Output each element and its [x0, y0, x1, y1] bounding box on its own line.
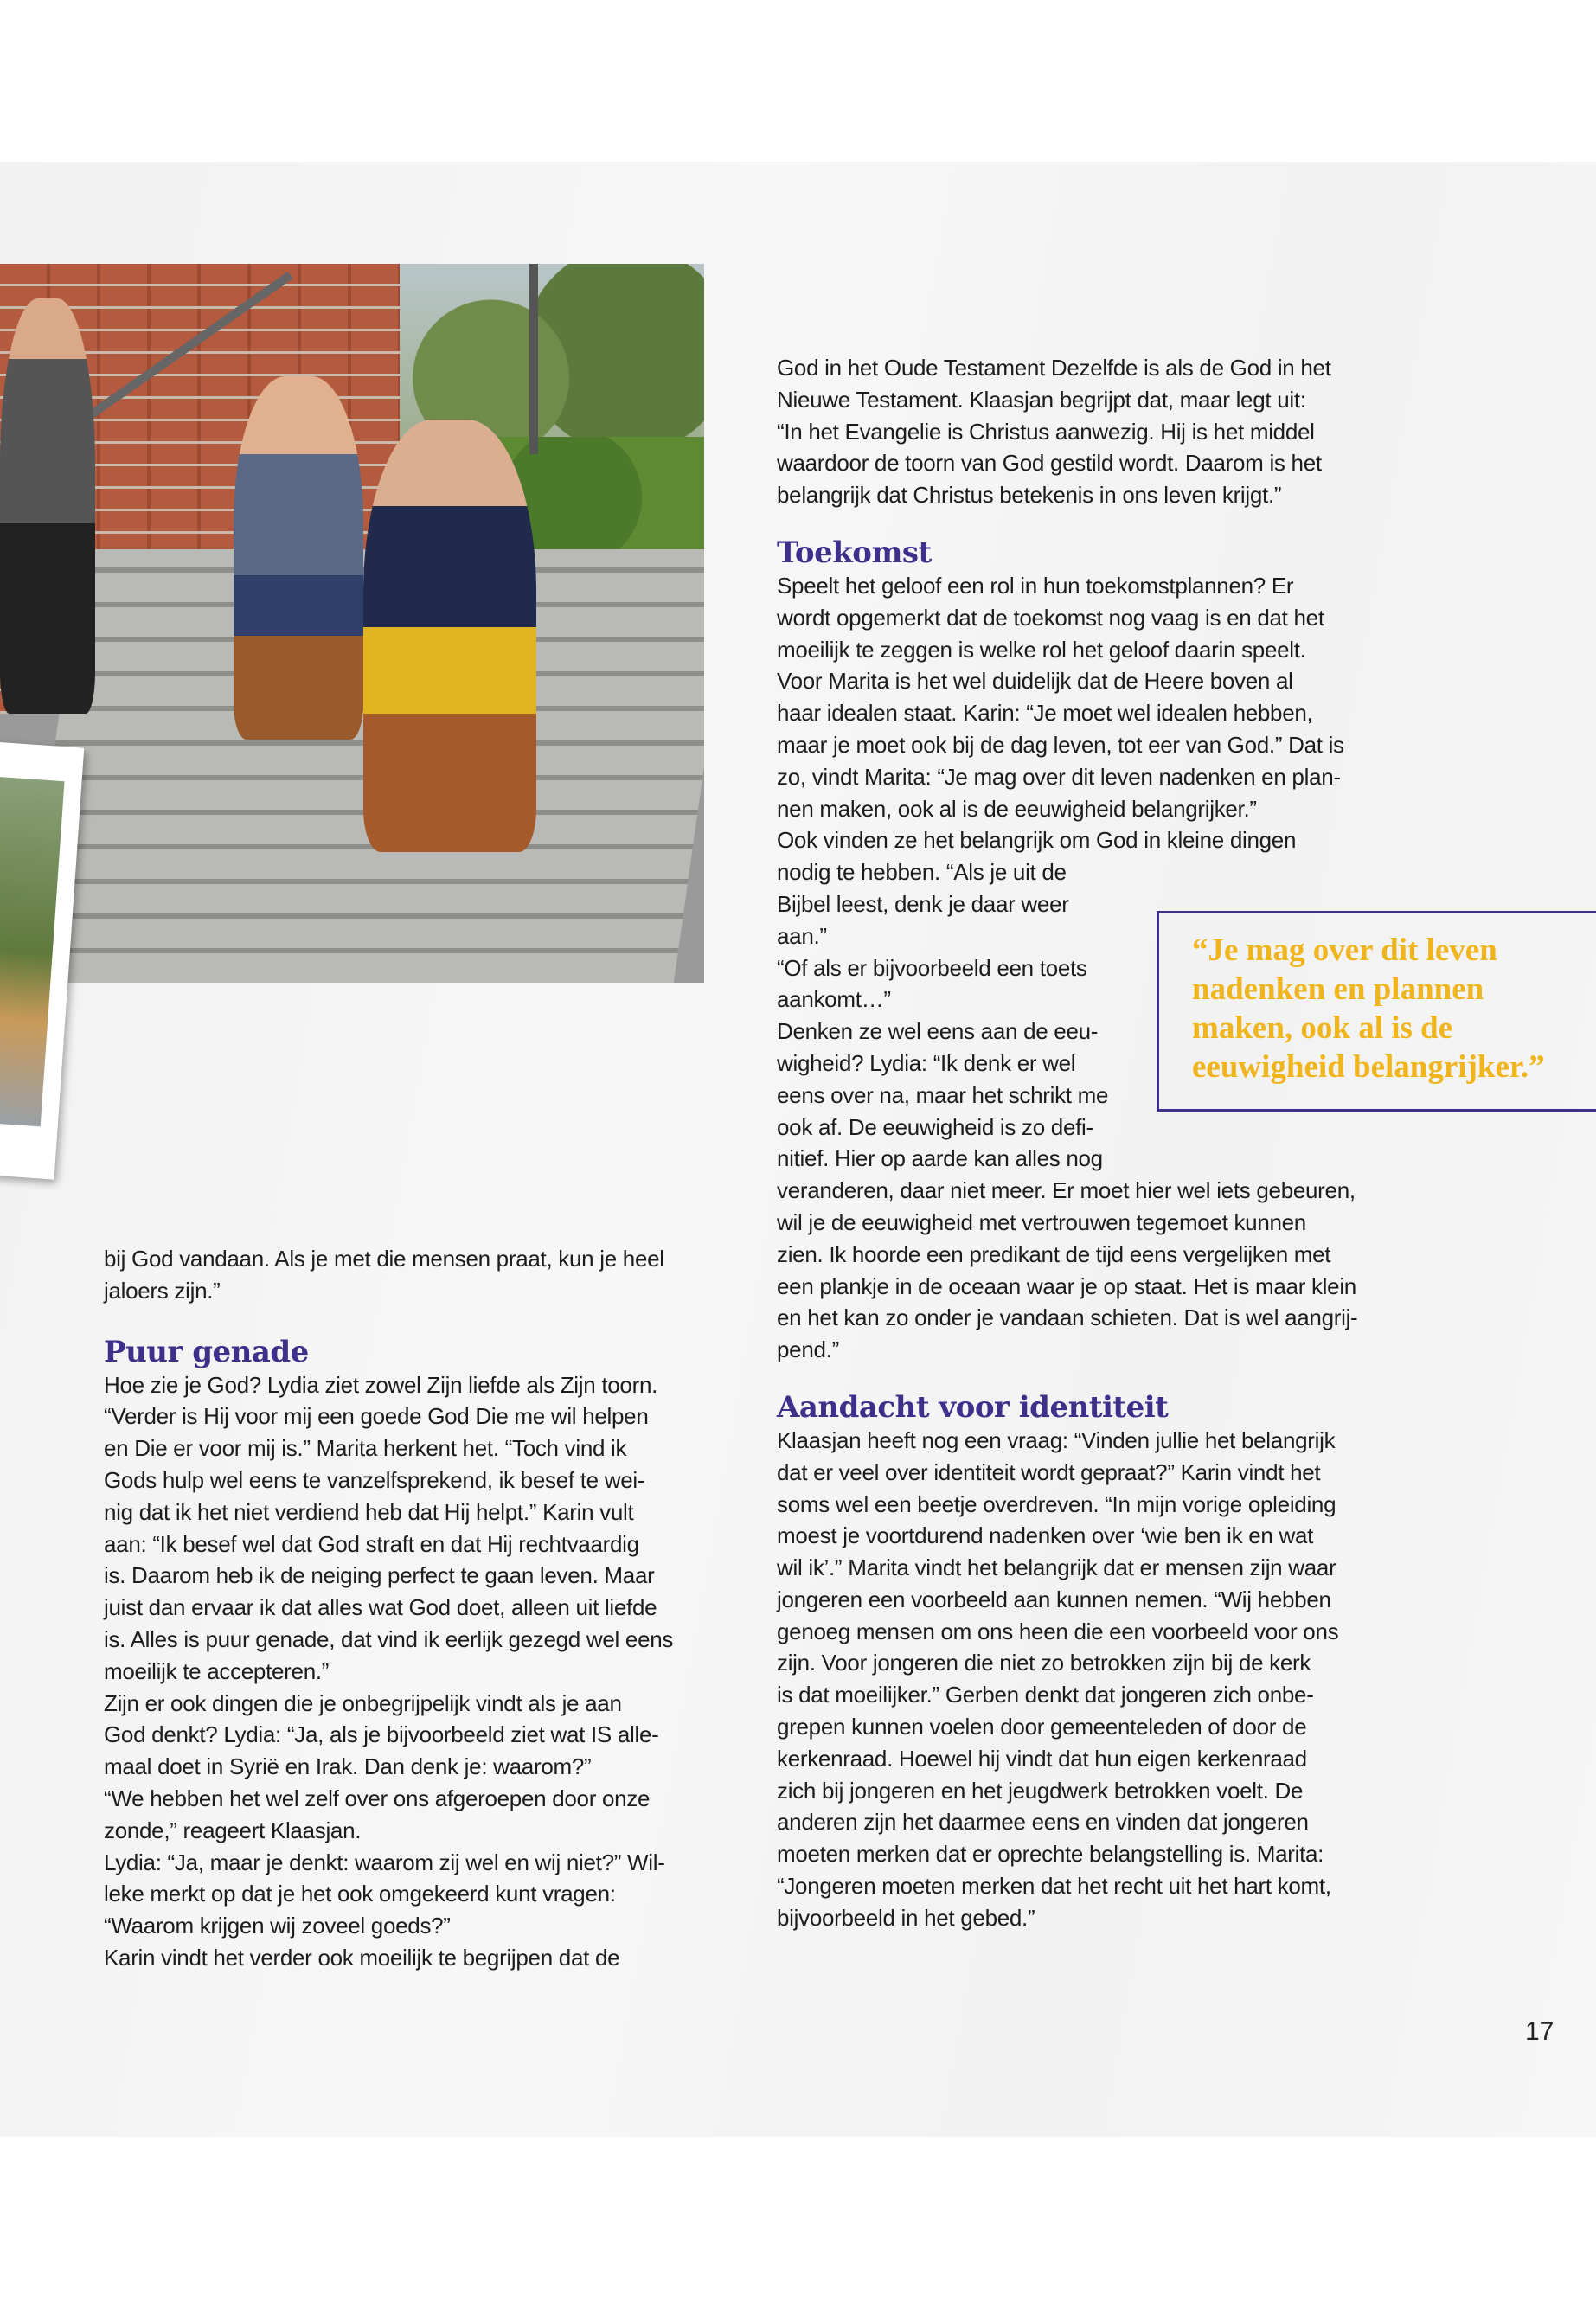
- text-line: jongeren een voorbeeld aan kunnen nemen. “Wij hebben: [777, 1586, 1331, 1612]
- text-line: God in het Oude Testament Dezelfde is als de God in het: [777, 355, 1331, 381]
- text-line: anderen zijn het daarmee eens en vinden dat jongeren: [777, 1809, 1309, 1836]
- text-line: moest je voortdurend nadenken over ‘wie ben ik en wat: [777, 1522, 1314, 1549]
- text-line: bij God vandaan. Als je met die mensen praat, kun je heel: [104, 1246, 664, 1272]
- text-line: zich bij jongeren en het jeugdwerk betrokken voelt. De: [777, 1777, 1304, 1804]
- text-line: zonde,” reageert Klaasjan.: [104, 1817, 362, 1843]
- text-line: aan: “Ik besef wel dat God straft en dat Hij rechtvaardig: [104, 1530, 639, 1557]
- text-line: wigheid? Lydia: “Ik denk er wel: [777, 1049, 1076, 1076]
- text-line: juist dan ervaar ik dat alles wat God doet, alleen uit liefde: [104, 1594, 657, 1621]
- text-line: is. Alles is puur genade, dat vind ik eerlijk gezegd wel eens: [104, 1625, 674, 1652]
- pull-quote: [1192, 931, 1545, 1086]
- text-line: “Waarom krijgen wij zoveel goeds?”: [104, 1913, 451, 1939]
- text-line: Nieuwe Testament. Klaasjan begrijpt dat, maar legt uit:: [777, 386, 1306, 413]
- pull-quote-box: [1157, 911, 1596, 1112]
- text-line: grepen kunnen voelen door gemeenteleden of door de: [777, 1714, 1307, 1740]
- text-line: en het kan zo onder je vandaan schieten. Dat is wel aangrij-: [777, 1304, 1358, 1331]
- text-line: jaloers zijn.”: [104, 1277, 221, 1304]
- text-line: Hoe zie je God? Lydia ziet zowel Zijn liefde als Zijn toorn.: [104, 1371, 658, 1398]
- text-line: nen maken, ook al is de eeuwigheid belangrijker.”: [777, 795, 1257, 822]
- text-line: is dat moeilijker.” Gerben denkt dat jongeren zich onbe-: [777, 1682, 1314, 1708]
- text-line: Denken ze wel eens aan de eeu-: [777, 1018, 1099, 1045]
- text-line: eeuwigheid belangrijker.”: [1192, 1049, 1545, 1085]
- text-line: aankomt…”: [777, 986, 891, 1013]
- text-line: Voor Marita is het wel duidelijk dat de Heere boven al: [777, 668, 1293, 695]
- lamp-pole: [529, 264, 538, 454]
- text-line: kerkenraad. Hoewel hij vindt dat hun eigen kerkenraad: [777, 1745, 1307, 1772]
- left-intro: [104, 1243, 673, 1307]
- text-line: haar idealen staat. Karin: “Je moet wel idealen hebben,: [777, 700, 1313, 727]
- left-body: [104, 1369, 673, 1974]
- text-line: “We hebben het wel zelf over ons afgeroepen door onze: [104, 1785, 651, 1811]
- text-line: moeilijk te accepteren.”: [104, 1657, 330, 1684]
- text-line: waardoor de toorn van God gestild wordt. Daarom is het: [777, 450, 1322, 477]
- person-sitting-1: [234, 376, 363, 740]
- group-photo: [0, 264, 704, 983]
- heading-toekomst: Toekomst: [777, 535, 932, 570]
- text-line: maal doet in Syrië en Irak. Dan denk je: waarom?”: [104, 1753, 592, 1780]
- text-line: zijn. Voor jongeren die niet zo betrokken zijn bij de kerk: [777, 1650, 1311, 1676]
- text-line: nitief. Hier op aarde kan alles nog: [777, 1145, 1103, 1172]
- right-intro: [777, 352, 1357, 511]
- text-line: Ook vinden ze het belangrijk om God in kleine dingen: [777, 827, 1297, 854]
- text-line: belangrijk dat Christus betekenis in ons leven krijgt.”: [777, 482, 1282, 509]
- text-line: “Verder is Hij voor mij een goede God Die me wil helpen: [104, 1403, 649, 1430]
- text-line: wordt opgemerkt dat de toekomst nog vaag is en dat het: [777, 604, 1324, 631]
- page-number: 17: [1525, 2017, 1554, 2046]
- identiteit-body: [777, 1425, 1357, 1934]
- tilted-photo-image: [0, 776, 65, 1126]
- text-line: Bijbel leest, denk je daar weer: [777, 890, 1069, 917]
- heading-identiteit: Aandacht voor identiteit: [777, 1389, 1169, 1425]
- text-line: wil ik’.” Marita vindt het belangrijk dat er mensen zijn waar: [777, 1554, 1336, 1581]
- text-line: zo, vindt Marita: “Je mag over dit leven nadenken en plan-: [777, 763, 1341, 790]
- text-line: leke merkt op dat je het ook omgekeerd kunt vragen:: [104, 1881, 616, 1907]
- text-line: “Jongeren moeten merken dat het recht uit het hart komt,: [777, 1873, 1331, 1900]
- person-standing: [0, 298, 95, 714]
- text-line: Karin vindt het verder ook moeilijk te begrijpen dat de: [104, 1944, 620, 1971]
- text-line: nig dat ik het niet verdiend heb dat Hij helpt.” Karin vult: [104, 1498, 634, 1525]
- text-line: “Je mag over dit leven: [1192, 933, 1497, 968]
- text-line: eens over na, maar het schrikt me: [777, 1081, 1109, 1108]
- text-line: zien. Ik hoorde een predikant de tijd eens vergelijken met: [777, 1240, 1331, 1267]
- text-line: Zijn er ook dingen die je onbegrijpelijk vindt als je aan: [104, 1689, 622, 1716]
- text-line: God denkt? Lydia: “Ja, als je bijvoorbeeld ziet wat IS alle-: [104, 1721, 659, 1748]
- text-line: veranderen, daar niet meer. Er moet hier wel iets gebeuren,: [777, 1177, 1356, 1204]
- text-line: dat er veel over identiteit wordt gepraat?” Karin vindt het: [777, 1458, 1321, 1485]
- left-column: [104, 1243, 673, 1974]
- text-line: “Of als er bijvoorbeeld een toets: [777, 954, 1087, 981]
- text-line: Speelt het geloof een rol in hun toekomstplannen? Er: [777, 572, 1294, 599]
- text-line: soms wel een beetje overdreven. “In mijn vorige opleiding: [777, 1490, 1336, 1517]
- text-line: bijvoorbeeld in het gebed.”: [777, 1904, 1035, 1931]
- text-line: maar je moet ook bij de dag leven, tot eer van God.” Dat is: [777, 731, 1344, 758]
- text-line: nodig te hebben. “Als je uit de: [777, 859, 1067, 886]
- text-line: ook af. De eeuwigheid is zo defi-: [777, 1113, 1093, 1140]
- text-line: en Die er voor mij is.” Marita herkent het. “Toch vind ik: [104, 1435, 627, 1462]
- text-line: aan.”: [777, 922, 827, 949]
- text-line: genoeg mensen om ons heen die een voorbeeld voor ons: [777, 1618, 1339, 1644]
- text-line: Lydia: “Ja, maar je denkt: waarom zij wel en wij niet?” Wil-: [104, 1849, 665, 1875]
- text-line: moeten merken dat er oprechte belangstelling is. Marita:: [777, 1841, 1324, 1868]
- text-line: “In het Evangelie is Christus aanwezig. Hij is het middel: [777, 418, 1315, 445]
- text-line: een plankje in de oceaan waar je op staat. Het is maar klein: [777, 1272, 1356, 1299]
- right-column: [777, 352, 1357, 1934]
- text-line: Klaasjan heeft nog een vraag: “Vinden jullie het belangrijk: [777, 1426, 1336, 1453]
- heading-puur-genade: Puur genade: [104, 1334, 309, 1369]
- text-line: pend.”: [777, 1336, 839, 1363]
- text-line: moeilijk te zeggen is welke rol het geloof daarin speelt.: [777, 636, 1306, 663]
- text-line: Gods hulp wel eens te vanzelfsprekend, ik besef te wei-: [104, 1466, 645, 1493]
- text-line: is. Daarom heb ik de neiging perfect te gaan leven. Maar: [104, 1562, 655, 1589]
- person-sitting-2: [363, 420, 536, 852]
- text-line: wil je de eeuwigheid met vertrouwen tegemoet kunnen: [777, 1208, 1306, 1235]
- text-line: nadenken en plannen: [1192, 971, 1484, 1007]
- text-line: maken, ook al is de: [1192, 1010, 1453, 1046]
